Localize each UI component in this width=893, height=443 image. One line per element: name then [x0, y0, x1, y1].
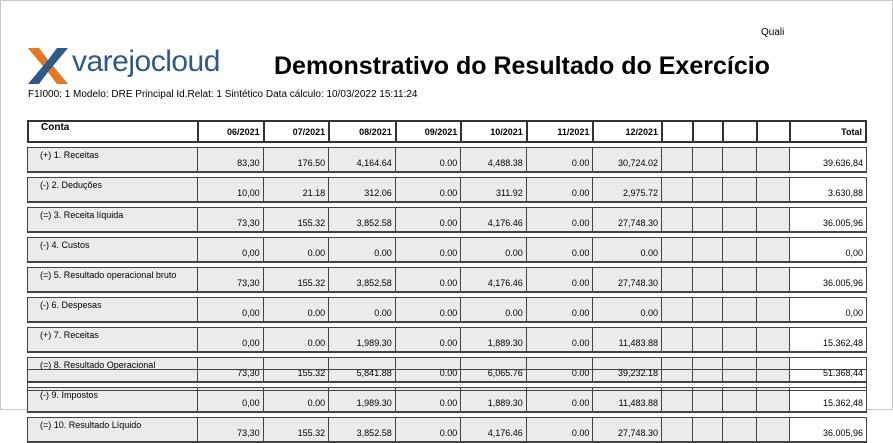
value-cell: 0.00 — [526, 387, 593, 413]
value-cell — [722, 177, 756, 203]
table-row — [27, 237, 867, 263]
value-cell: 30,724.02 — [592, 147, 661, 173]
account-cell: (=) 8. Resultado Operacional — [27, 357, 197, 383]
value-cell — [756, 297, 789, 323]
report-meta: F1I000: 1 Modelo: DRE Principal Id.Relat: 1 Sintético Data cálculo: 10/03/2022 15:11:24 — [28, 89, 418, 100]
column-header — [722, 120, 756, 143]
value-cell — [722, 207, 756, 233]
table-row — [27, 177, 867, 203]
value-cell: 27,748.30 — [592, 267, 661, 293]
value-cell: 0.00 — [263, 237, 329, 263]
table-row — [27, 147, 867, 173]
value-cell: 0.00 — [328, 297, 395, 323]
value-cell: 0.00 — [526, 147, 593, 173]
value-cell — [692, 237, 723, 263]
value-cell: 0.00 — [526, 417, 593, 443]
value-cell: 0.00 — [526, 237, 593, 263]
column-header: 11/2021 — [526, 120, 593, 143]
column-header: Total — [789, 120, 867, 143]
account-cell: (=) 5. Resultado operacional bruto — [27, 267, 197, 293]
value-cell: 0.00 — [395, 147, 461, 173]
total-cell: 36.005,96 — [789, 417, 867, 443]
value-cell — [722, 297, 756, 323]
varejocloud-logo-icon — [28, 48, 68, 84]
value-cell — [692, 417, 723, 443]
value-cell — [661, 267, 692, 293]
total-cell: 36.005,96 — [789, 267, 867, 293]
column-header: 07/2021 — [263, 120, 329, 143]
value-cell — [756, 147, 789, 173]
table-row — [27, 297, 867, 323]
value-cell: 312.06 — [328, 177, 395, 203]
value-cell: 155.32 — [263, 357, 329, 383]
value-cell: 0.00 — [395, 387, 461, 413]
value-cell: 4,176.46 — [460, 267, 526, 293]
value-cell: 2,975.72 — [592, 177, 661, 203]
value-cell — [661, 147, 692, 173]
total-cell: 36.005,96 — [789, 207, 867, 233]
value-cell: 73,30 — [197, 417, 263, 443]
value-cell: 21.18 — [263, 177, 329, 203]
total-cell: 0,00 — [789, 297, 867, 323]
value-cell — [756, 207, 789, 233]
value-cell — [692, 297, 723, 323]
value-cell: 3,852.58 — [328, 417, 395, 443]
column-header: 10/2021 — [460, 120, 526, 143]
value-cell: 0.00 — [395, 207, 461, 233]
dre-table — [27, 120, 867, 443]
table-body — [27, 143, 867, 443]
value-cell — [692, 177, 723, 203]
value-cell: 0.00 — [395, 417, 461, 443]
value-cell: 73,30 — [197, 357, 263, 383]
corner-label: Quali — [761, 27, 785, 38]
value-cell: 0.00 — [526, 357, 593, 383]
value-cell: 0,00 — [197, 237, 263, 263]
total-cell: 39.636,84 — [789, 147, 867, 173]
account-cell: (-) 9. Impostos — [27, 387, 197, 413]
table-row — [27, 267, 867, 293]
value-cell: 5,841.88 — [328, 357, 395, 383]
value-cell: 0.00 — [395, 357, 461, 383]
value-cell: 73,30 — [197, 207, 263, 233]
value-cell — [756, 177, 789, 203]
value-cell — [692, 207, 723, 233]
value-cell — [722, 267, 756, 293]
column-header: 09/2021 — [395, 120, 461, 143]
total-cell: 51.368,44 — [789, 357, 867, 383]
value-cell: 4,164.64 — [328, 147, 395, 173]
value-cell: 73,30 — [197, 267, 263, 293]
value-cell: 4,176.46 — [460, 207, 526, 233]
column-header: 12/2021 — [592, 120, 661, 143]
value-cell: 27,748.30 — [592, 207, 661, 233]
value-cell — [722, 417, 756, 443]
column-header — [692, 120, 723, 143]
value-cell — [692, 327, 723, 353]
value-cell: 0.00 — [526, 207, 593, 233]
table-row — [27, 207, 867, 233]
value-cell — [756, 267, 789, 293]
column-header — [661, 120, 692, 143]
value-cell: 311.92 — [460, 177, 526, 203]
value-cell: 0.00 — [526, 297, 593, 323]
column-header: 06/2021 — [197, 120, 263, 143]
total-cell: 15.362,48 — [789, 387, 867, 413]
account-cell: (+) 1. Receitas — [27, 147, 197, 173]
value-cell: 0.00 — [395, 327, 461, 353]
value-cell: 0.00 — [460, 237, 526, 263]
account-cell: (=) 10. Resultado Líquido — [27, 417, 197, 443]
value-cell: 0.00 — [328, 237, 395, 263]
account-cell: (-) 2. Deduções — [27, 177, 197, 203]
total-cell: 0,00 — [789, 237, 867, 263]
value-cell: 1,989.30 — [328, 387, 395, 413]
report-footer-box — [27, 369, 867, 391]
value-cell: 0.00 — [526, 267, 593, 293]
value-cell — [661, 177, 692, 203]
value-cell: 176.50 — [263, 147, 329, 173]
value-cell: 0.00 — [395, 297, 461, 323]
value-cell: 1,889.30 — [460, 387, 526, 413]
table-row — [27, 417, 867, 443]
value-cell — [722, 327, 756, 353]
total-cell: 15.362,48 — [789, 327, 867, 353]
value-cell: 0.00 — [395, 267, 461, 293]
value-cell — [661, 297, 692, 323]
value-cell — [661, 207, 692, 233]
value-cell — [661, 417, 692, 443]
value-cell — [692, 267, 723, 293]
table-row — [27, 327, 867, 353]
value-cell: 0.00 — [395, 237, 461, 263]
value-cell: 39,232.18 — [592, 357, 661, 383]
value-cell: 1,889.30 — [460, 327, 526, 353]
brand-name: varejocloud — [72, 45, 220, 78]
report-title: Demonstrativo do Resultado do Exercício — [274, 52, 770, 80]
value-cell — [722, 237, 756, 263]
value-cell — [661, 237, 692, 263]
value-cell — [692, 147, 723, 173]
value-cell: 10,00 — [197, 177, 263, 203]
column-header — [756, 120, 789, 143]
value-cell: 0.00 — [263, 387, 329, 413]
table-header-row — [27, 120, 867, 143]
value-cell: 155.32 — [263, 417, 329, 443]
value-cell: 0.00 — [263, 327, 329, 353]
value-cell: 0,00 — [197, 297, 263, 323]
total-cell: 3.630,88 — [789, 177, 867, 203]
value-cell: 0.00 — [592, 297, 661, 323]
value-cell — [756, 417, 789, 443]
value-cell: 0,00 — [197, 327, 263, 353]
value-cell: 0,00 — [197, 387, 263, 413]
value-cell: 3,852.58 — [328, 267, 395, 293]
value-cell: 0.00 — [395, 177, 461, 203]
value-cell: 27,748.30 — [592, 417, 661, 443]
value-cell: 11,483.88 — [592, 387, 661, 413]
value-cell: 0.00 — [460, 297, 526, 323]
value-cell — [661, 327, 692, 353]
value-cell: 0.00 — [526, 177, 593, 203]
value-cell: 6,065.76 — [460, 357, 526, 383]
value-cell: 11,483.88 — [592, 327, 661, 353]
value-cell — [756, 237, 789, 263]
account-cell: (+) 7. Receitas — [27, 327, 197, 353]
value-cell: 0.00 — [263, 297, 329, 323]
value-cell: 3,852.58 — [328, 207, 395, 233]
value-cell — [756, 327, 789, 353]
account-cell: (-) 4. Custos — [27, 237, 197, 263]
value-cell: 4,488.38 — [460, 147, 526, 173]
value-cell: 0.00 — [592, 237, 661, 263]
column-header-conta: Conta — [27, 120, 197, 143]
account-cell: (-) 6. Despesas — [27, 297, 197, 323]
value-cell: 155.32 — [263, 207, 329, 233]
value-cell — [722, 147, 756, 173]
column-header: 08/2021 — [328, 120, 395, 143]
value-cell: 1,989.30 — [328, 327, 395, 353]
value-cell: 4,176.46 — [460, 417, 526, 443]
value-cell: 155.32 — [263, 267, 329, 293]
value-cell: 0.00 — [526, 327, 593, 353]
value-cell: 83,30 — [197, 147, 263, 173]
account-cell: (=) 3. Receita líquida — [27, 207, 197, 233]
